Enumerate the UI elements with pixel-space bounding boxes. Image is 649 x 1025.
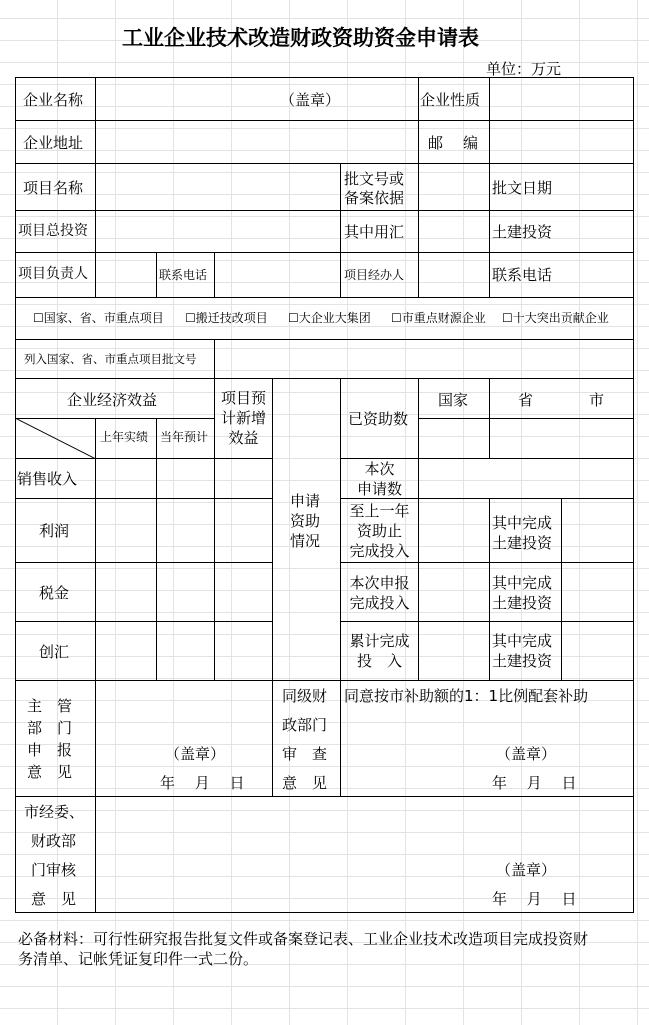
city-date: 年 月 日 bbox=[492, 890, 577, 908]
postcode-label-2: 编 bbox=[463, 134, 479, 152]
approval-date-label: 批文日期 bbox=[492, 179, 553, 197]
col-divider bbox=[418, 378, 419, 680]
col-divider bbox=[272, 378, 273, 680]
new-benefit-label-2: 计新增 bbox=[220, 409, 266, 427]
civil-investment-label: 土建投资 bbox=[492, 223, 553, 241]
total-investment-label: 项目总投资 bbox=[18, 223, 88, 239]
row-divider bbox=[15, 498, 272, 499]
city-seal: （盖章） bbox=[496, 861, 557, 879]
listed-approval-label: 列入国家、省、市重点项目批文号 bbox=[24, 352, 197, 366]
tax-label: 税金 bbox=[39, 584, 70, 602]
unit-label: 单位：万元 bbox=[486, 60, 562, 78]
dept-opinion-label-1: 主 管 bbox=[27, 697, 73, 715]
col-divider bbox=[418, 163, 419, 297]
this-year-label: 当年预计 bbox=[160, 430, 209, 444]
dept-seal: （盖章） bbox=[165, 745, 226, 763]
row-divider bbox=[15, 252, 634, 253]
row-divider bbox=[340, 458, 634, 459]
finance-opinion-label-1: 同级财 bbox=[282, 687, 328, 705]
row-divider bbox=[15, 621, 272, 622]
project-handler-label: 项目经办人 bbox=[344, 268, 405, 282]
benefit-header: 企业经济效益 bbox=[67, 391, 158, 409]
approval-no-label-2: 备案依据 bbox=[344, 189, 405, 207]
apply-label-2: 资助 bbox=[290, 512, 321, 530]
project-name-label: 项目名称 bbox=[23, 179, 84, 197]
cumulative-label-1: 累计完成 bbox=[349, 632, 410, 650]
apply-label-1: 申请 bbox=[290, 492, 321, 510]
col-divider bbox=[340, 680, 341, 796]
finance-seal: （盖章） bbox=[496, 745, 557, 763]
col-divider bbox=[561, 498, 562, 680]
diagonal-header-line bbox=[15, 418, 96, 459]
col-divider bbox=[340, 163, 341, 297]
apply-label-3: 情况 bbox=[290, 532, 321, 550]
row-divider bbox=[340, 621, 634, 622]
row-divider bbox=[15, 163, 634, 164]
required-materials-note-2: 务清单、记帐凭证复印件一式二份。 bbox=[18, 950, 259, 968]
company-address-label: 企业地址 bbox=[23, 134, 84, 152]
city-opinion-label-3: 门审核 bbox=[31, 861, 77, 879]
sales-label: 销售收入 bbox=[17, 470, 78, 488]
forex-label: 其中用汇 bbox=[344, 223, 405, 241]
national-label: 国家 bbox=[438, 391, 469, 409]
profit-label: 利润 bbox=[39, 522, 70, 540]
project-type-top-contributor[interactable]: ☐十大突出贡献企业 bbox=[502, 311, 609, 325]
col-divider bbox=[214, 252, 215, 297]
required-materials-note-1: 必备材料：可行性研究报告批复文件或备案登记表、工业企业技术改造项目完成投资财 bbox=[18, 930, 589, 948]
dept-opinion-label-3: 申 报 bbox=[27, 741, 73, 759]
dept-opinion-label-2: 部 门 bbox=[27, 719, 73, 737]
row-divider bbox=[15, 680, 634, 681]
contact-phone-label: 联系电话 bbox=[492, 266, 553, 284]
row-divider bbox=[340, 562, 634, 563]
col-divider bbox=[156, 418, 157, 680]
col-divider bbox=[214, 339, 215, 378]
civil-complete-label-2c: 土建投资 bbox=[492, 652, 553, 670]
prev-year-label-1: 至上一年 bbox=[349, 502, 410, 520]
city-label: 市 bbox=[589, 391, 605, 409]
form-title: 工业企业技术改造财政资助资金申请表 bbox=[122, 26, 479, 50]
col-divider bbox=[95, 680, 96, 796]
city-opinion-label-1: 市经委、 bbox=[24, 803, 85, 821]
finance-date: 年 月 日 bbox=[492, 774, 577, 792]
this-report-label-1: 本次申报 bbox=[349, 574, 410, 592]
project-type-large-group[interactable]: ☐大企业大集团 bbox=[288, 311, 371, 325]
forex-earn-label: 创汇 bbox=[39, 643, 70, 661]
project-type-national-key[interactable]: ☐国家、省、市重点项目 bbox=[33, 311, 164, 325]
finance-opinion-label-4: 意 见 bbox=[282, 774, 328, 792]
civil-complete-label-1b: 其中完成 bbox=[492, 574, 553, 592]
seal-label: （盖章） bbox=[280, 91, 341, 109]
col-divider bbox=[489, 498, 490, 680]
row-divider bbox=[15, 120, 634, 121]
new-benefit-label-3: 效益 bbox=[228, 429, 259, 447]
dept-opinion-label-4: 意 见 bbox=[27, 763, 73, 781]
postcode-label-1: 邮 bbox=[428, 134, 444, 152]
civil-complete-label-2b: 土建投资 bbox=[492, 594, 553, 612]
last-year-label: 上年实绩 bbox=[100, 430, 149, 444]
city-opinion-label-2: 财政部 bbox=[31, 832, 77, 850]
row-divider bbox=[15, 339, 634, 340]
city-opinion-label-4: 意 见 bbox=[31, 890, 77, 908]
row-divider bbox=[418, 418, 634, 419]
province-label: 省 bbox=[518, 391, 534, 409]
row-divider bbox=[15, 378, 634, 379]
project-leader-label: 项目负责人 bbox=[18, 266, 88, 282]
company-nature-label: 企业性质 bbox=[420, 91, 481, 109]
prev-year-label-3: 完成投入 bbox=[349, 542, 410, 560]
funded-label: 已资助数 bbox=[348, 410, 409, 428]
project-type-key-tax-source[interactable]: ☐市重点财源企业 bbox=[391, 311, 486, 325]
col-divider bbox=[95, 796, 96, 913]
new-benefit-label-1: 项目预 bbox=[220, 389, 266, 407]
row-divider bbox=[15, 210, 634, 211]
dept-date: 年 月 日 bbox=[160, 774, 245, 792]
cumulative-label-2: 投 入 bbox=[356, 652, 402, 670]
row-divider bbox=[15, 562, 272, 563]
row-divider bbox=[15, 297, 634, 298]
this-apply-label-2: 申请数 bbox=[356, 480, 402, 498]
this-report-label-2: 完成投入 bbox=[349, 594, 410, 612]
finance-opinion-label-3: 审 查 bbox=[282, 745, 328, 763]
civil-complete-label-1c: 其中完成 bbox=[492, 632, 553, 650]
approval-no-label-1: 批文号或 bbox=[344, 170, 405, 188]
this-apply-label-1: 本次 bbox=[364, 460, 395, 478]
prev-year-label-2: 资助止 bbox=[356, 522, 402, 540]
col-divider bbox=[156, 252, 157, 297]
finance-opinion-label-2: 政部门 bbox=[282, 716, 328, 734]
civil-complete-label-2: 土建投资 bbox=[492, 534, 553, 552]
contact-phone-label-small: 联系电话 bbox=[159, 268, 208, 282]
col-divider bbox=[95, 77, 96, 297]
project-type-relocation[interactable]: ☐搬迁技改项目 bbox=[185, 311, 268, 325]
col-divider bbox=[272, 680, 273, 796]
finance-opinion-text: 同意按市补助额的1：1比例配套补助 bbox=[344, 687, 589, 705]
civil-complete-label-1: 其中完成 bbox=[492, 514, 553, 532]
col-divider bbox=[418, 77, 419, 163]
col-divider bbox=[489, 77, 490, 297]
row-divider bbox=[15, 796, 634, 797]
company-name-label: 企业名称 bbox=[23, 91, 84, 109]
